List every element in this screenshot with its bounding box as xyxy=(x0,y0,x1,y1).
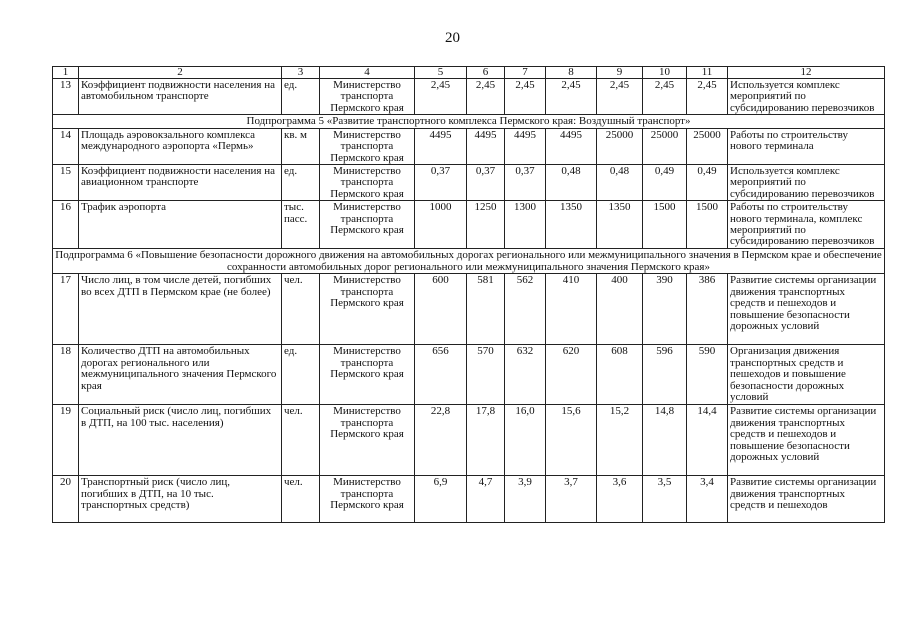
value-cell: 16,0 xyxy=(505,405,546,476)
indicator-name: Число лиц, в том числе детей, погибших во всех ДТП в Пермском крае (не более) xyxy=(79,274,282,345)
note-cell: Работы по строительству нового терминала xyxy=(728,128,885,164)
value-cell: 390 xyxy=(643,274,687,345)
value-cell: 400 xyxy=(597,274,643,345)
value-cell: 14,8 xyxy=(643,405,687,476)
responsible-org: Министерство транспорта Пермского края xyxy=(320,405,415,476)
value-cell: 596 xyxy=(643,345,687,405)
indicator-name: Социальный риск (число лиц, погибших в ДТП, на 100 тыс. населения) xyxy=(79,405,282,476)
value-cell: 15,6 xyxy=(546,405,597,476)
indicators-table xyxy=(52,66,885,523)
row-number: 14 xyxy=(53,128,79,164)
note-cell: Развитие системы организации движения транспортных средств и пешеходов и повышение безопасности дорожных условий xyxy=(728,274,885,345)
header-cell: 2 xyxy=(79,67,282,79)
table-row xyxy=(53,274,885,345)
value-cell: 0,37 xyxy=(415,165,467,201)
page-number: 20 xyxy=(445,30,460,46)
header-cell: 7 xyxy=(505,67,546,79)
value-cell: 2,45 xyxy=(415,79,467,115)
header-cell: 5 xyxy=(415,67,467,79)
value-cell: 25000 xyxy=(643,128,687,164)
value-cell: 2,45 xyxy=(643,79,687,115)
row-number: 19 xyxy=(53,405,79,476)
header-cell: 11 xyxy=(687,67,728,79)
row-number: 20 xyxy=(53,476,79,523)
header-cell: 12 xyxy=(728,67,885,79)
note-cell: Развитие системы организации движения транспортных средств и пешеходов и повышение безопасности дорожных условий xyxy=(728,405,885,476)
note-cell: Развитие системы организации движения транспортных средств и пешеходов xyxy=(728,476,885,523)
indicator-name: Коэффициент подвижности населения на автомобильном транспорте xyxy=(79,79,282,115)
value-cell: 3,4 xyxy=(687,476,728,523)
indicator-name: Коэффициент подвижности населения на авиационном транспорте xyxy=(79,165,282,201)
header-cell: 1 xyxy=(53,67,79,79)
responsible-org: Министерство транспорта Пермского края xyxy=(320,165,415,201)
value-cell: 590 xyxy=(687,345,728,405)
value-cell: 14,4 xyxy=(687,405,728,476)
subprogram-title: Подпрограмма 5 «Развитие транспортного комплекса Пермского края: Воздушный транспорт» xyxy=(53,115,885,129)
unit-cell: ед. xyxy=(282,345,320,405)
unit-cell: ед. xyxy=(282,165,320,201)
subprogram-row xyxy=(53,249,885,274)
table-row xyxy=(53,165,885,201)
value-cell: 3,9 xyxy=(505,476,546,523)
row-number: 13 xyxy=(53,79,79,115)
note-cell: Используется комплекс мероприятий по субсидированию перевозчиков xyxy=(728,165,885,201)
value-cell: 0,37 xyxy=(505,165,546,201)
value-cell: 6,9 xyxy=(415,476,467,523)
header-cell: 3 xyxy=(282,67,320,79)
responsible-org: Министерство транспорта Пермского края xyxy=(320,476,415,523)
value-cell: 4495 xyxy=(467,128,505,164)
responsible-org: Министерство транспорта Пермского края xyxy=(320,274,415,345)
value-cell: 25000 xyxy=(687,128,728,164)
value-cell: 2,45 xyxy=(546,79,597,115)
unit-cell: чел. xyxy=(282,274,320,345)
responsible-org: Министерство транспорта Пермского края xyxy=(320,345,415,405)
subprogram-row xyxy=(53,115,885,129)
header-cell: 6 xyxy=(467,67,505,79)
value-cell: 22,8 xyxy=(415,405,467,476)
value-cell: 600 xyxy=(415,274,467,345)
row-number: 18 xyxy=(53,345,79,405)
unit-cell: чел. xyxy=(282,405,320,476)
unit-cell: кв. м xyxy=(282,128,320,164)
value-cell: 1300 xyxy=(505,201,546,249)
value-cell: 4495 xyxy=(415,128,467,164)
value-cell: 581 xyxy=(467,274,505,345)
note-cell: Организация движения транспортных средств и пешеходов и повышение безопасности дорожных условий xyxy=(728,345,885,405)
value-cell: 25000 xyxy=(597,128,643,164)
value-cell: 2,45 xyxy=(597,79,643,115)
header-cell: 9 xyxy=(597,67,643,79)
value-cell: 1350 xyxy=(597,201,643,249)
header-cell: 4 xyxy=(320,67,415,79)
value-cell: 1500 xyxy=(643,201,687,249)
subprogram-title: Подпрограмма 6 «Повышение безопасности дорожного движения на автомобильных дорогах регионального или межмуниципального значения в Пермском крае и обеспечение сохранности автомобильных дорог регионального или межмуниципального значения Пермского края» xyxy=(53,249,885,274)
table-row xyxy=(53,345,885,405)
responsible-org: Министерство транспорта Пермского края xyxy=(320,79,415,115)
value-cell: 570 xyxy=(467,345,505,405)
value-cell: 0,49 xyxy=(687,165,728,201)
indicator-name: Количество ДТП на автомобильных дорогах регионального или межмуниципального значения Пермского края xyxy=(79,345,282,405)
value-cell: 0,37 xyxy=(467,165,505,201)
value-cell: 632 xyxy=(505,345,546,405)
responsible-org: Министерство транспорта Пермского края xyxy=(320,128,415,164)
table-row xyxy=(53,476,885,523)
indicator-name: Трафик аэропорта xyxy=(79,201,282,249)
note-cell: Работы по строительству нового терминала, комплекс мероприятий по субсидированию перевозчиков xyxy=(728,201,885,249)
value-cell: 17,8 xyxy=(467,405,505,476)
value-cell: 562 xyxy=(505,274,546,345)
value-cell: 1250 xyxy=(467,201,505,249)
value-cell: 656 xyxy=(415,345,467,405)
value-cell: 2,45 xyxy=(505,79,546,115)
value-cell: 1350 xyxy=(546,201,597,249)
indicator-name: Площадь аэровокзального комплекса международного аэропорта «Пермь» xyxy=(79,128,282,164)
value-cell: 2,45 xyxy=(687,79,728,115)
table-row xyxy=(53,79,885,115)
header-cell: 10 xyxy=(643,67,687,79)
value-cell: 386 xyxy=(687,274,728,345)
value-cell: 1500 xyxy=(687,201,728,249)
unit-cell: тыс. пасс. xyxy=(282,201,320,249)
value-cell: 410 xyxy=(546,274,597,345)
table-row xyxy=(53,201,885,249)
value-cell: 1000 xyxy=(415,201,467,249)
value-cell: 0,48 xyxy=(597,165,643,201)
note-cell: Используется комплекс мероприятий по субсидированию перевозчиков xyxy=(728,79,885,115)
value-cell: 3,5 xyxy=(643,476,687,523)
value-cell: 620 xyxy=(546,345,597,405)
value-cell: 3,6 xyxy=(597,476,643,523)
indicator-name: Транспортный риск (число лиц, погибших в ДТП, на 10 тыс. транспортных средств) xyxy=(79,476,282,523)
value-cell: 3,7 xyxy=(546,476,597,523)
header-cell: 8 xyxy=(546,67,597,79)
unit-cell: чел. xyxy=(282,476,320,523)
responsible-org: Министерство транспорта Пермского края xyxy=(320,201,415,249)
value-cell: 15,2 xyxy=(597,405,643,476)
row-number: 15 xyxy=(53,165,79,201)
header-row xyxy=(53,67,885,79)
value-cell: 4495 xyxy=(505,128,546,164)
value-cell: 4495 xyxy=(546,128,597,164)
unit-cell: ед. xyxy=(282,79,320,115)
table-row xyxy=(53,128,885,164)
row-number: 16 xyxy=(53,201,79,249)
value-cell: 608 xyxy=(597,345,643,405)
value-cell: 4,7 xyxy=(467,476,505,523)
table-row xyxy=(53,405,885,476)
value-cell: 0,49 xyxy=(643,165,687,201)
value-cell: 2,45 xyxy=(467,79,505,115)
row-number: 17 xyxy=(53,274,79,345)
value-cell: 0,48 xyxy=(546,165,597,201)
